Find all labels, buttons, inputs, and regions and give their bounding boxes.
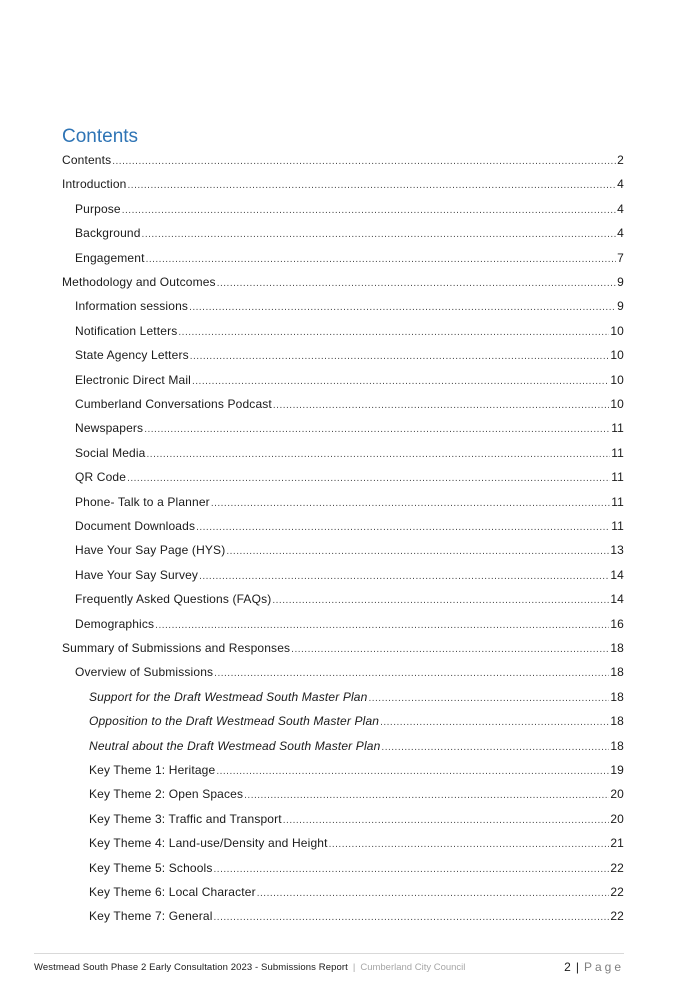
toc-entry-label: Key Theme 5: Schools — [89, 860, 213, 875]
toc-entry[interactable] — [62, 177, 624, 197]
toc-entry-page: 4 — [617, 201, 624, 216]
toc-entry-label: Contents — [62, 153, 112, 167]
toc-dot-leader — [257, 888, 610, 899]
toc-entry-label: Key Theme 1: Heritage — [89, 763, 216, 777]
toc-entry-label: Document Downloads — [75, 519, 196, 533]
toc-entry-label: Electronic Direct Mail — [75, 372, 191, 387]
toc-entry-page: 18 — [610, 714, 624, 729]
footer-page-word: Page — [583, 960, 624, 974]
toc-entry[interactable] — [75, 421, 624, 441]
toc-entry[interactable] — [62, 641, 624, 661]
toc-dot-leader — [192, 376, 609, 387]
toc-entry-label: Opposition to the Draft Westmead South Master Plan — [89, 714, 380, 729]
toc-entry-label: Purpose — [75, 201, 121, 216]
toc-dot-leader — [214, 864, 610, 875]
toc-entry-page: 2 — [617, 153, 624, 167]
toc-dot-leader — [189, 302, 616, 313]
toc-entry-label: Key Theme 7: General — [89, 909, 213, 924]
toc-entry-label: Have Your Say Survey — [75, 567, 199, 582]
toc-entry-page: 4 — [617, 177, 624, 192]
toc-entry-page: 20 — [610, 811, 624, 826]
toc-entry-page: 18 — [610, 641, 624, 655]
toc-dot-leader — [112, 156, 616, 167]
toc-entry-page: 11 — [611, 470, 624, 485]
footer-council-name: Cumberland City Council — [360, 961, 466, 973]
toc-dot-leader — [216, 766, 609, 777]
toc-entry-page: 18 — [610, 738, 624, 753]
toc-entry[interactable] — [89, 787, 624, 807]
footer-report-title: Westmead South Phase 2 Early Consultation 2023 - Submissions Report — [34, 961, 348, 973]
toc-dot-leader — [127, 473, 610, 484]
toc-dot-leader — [380, 717, 609, 728]
toc-dot-leader — [142, 229, 617, 240]
toc-entry[interactable] — [89, 763, 624, 783]
toc-entry-label: Summary of Submissions and Responses — [62, 641, 291, 655]
toc-entry-page: 21 — [610, 836, 624, 851]
toc-dot-leader — [178, 327, 609, 338]
toc-entry[interactable] — [75, 251, 624, 271]
toc-entry-page: 14 — [610, 592, 624, 607]
toc-entry[interactable] — [75, 495, 624, 515]
toc-dot-leader — [368, 693, 609, 704]
toc-entry-label: Cumberland Conversations Podcast — [75, 397, 272, 411]
toc-entry-page: 9 — [617, 275, 624, 289]
toc-entry-label: Key Theme 2: Open Spaces — [89, 787, 244, 802]
toc-entry-page: 19 — [610, 763, 624, 777]
toc-dot-leader — [190, 351, 610, 362]
toc-entry-page: 11 — [611, 519, 624, 533]
footer-page-indicator — [564, 960, 624, 974]
toc-entry[interactable] — [89, 812, 624, 832]
toc-entry[interactable] — [75, 543, 624, 563]
toc-dot-leader — [244, 790, 609, 801]
toc-entry-label: QR Code — [75, 470, 127, 485]
footer-page-number: 2 — [564, 960, 571, 974]
toc-dot-leader — [122, 205, 616, 216]
toc-dot-leader — [147, 449, 611, 460]
toc-entry-page: 11 — [611, 494, 624, 509]
toc-entry-page: 10 — [610, 348, 624, 363]
toc-entry-page: 9 — [617, 299, 624, 314]
toc-entry-page: 22 — [610, 885, 624, 899]
toc-entry[interactable] — [75, 324, 624, 344]
toc-entry-page: 16 — [610, 616, 624, 631]
toc-entry[interactable] — [75, 519, 624, 539]
toc-entry-page: 14 — [610, 567, 624, 582]
toc-entry[interactable] — [62, 153, 624, 173]
toc-entry-page: 7 — [617, 250, 624, 265]
toc-entry[interactable] — [75, 226, 624, 246]
toc-dot-leader — [217, 278, 616, 289]
toc-entry[interactable] — [75, 665, 624, 685]
toc-entry-page: 4 — [617, 226, 624, 241]
toc-dot-leader — [381, 742, 609, 753]
toc-entry-page: 20 — [610, 787, 624, 802]
toc-entry-label: Information sessions — [75, 299, 189, 314]
toc-entry[interactable] — [62, 275, 624, 295]
toc-entry-label: Engagement — [75, 250, 145, 265]
toc-entry-label: State Agency Letters — [75, 348, 189, 363]
toc-dot-leader — [273, 400, 609, 411]
toc-dot-leader — [226, 546, 609, 557]
toc-entry-label: Phone- Talk to a Planner — [75, 494, 210, 509]
toc-entry[interactable] — [89, 885, 624, 905]
toc-entry-page: 10 — [610, 397, 624, 411]
toc-entry[interactable] — [89, 861, 624, 881]
toc-entry-page: 11 — [611, 445, 624, 460]
toc-entry-label: Frequently Asked Questions (FAQs) — [75, 592, 272, 607]
toc-entry[interactable] — [75, 202, 624, 222]
toc-entry-page: 18 — [610, 689, 624, 704]
toc-entry-page: 10 — [610, 372, 624, 387]
toc-dot-leader — [329, 839, 610, 850]
footer-page-bar: | — [575, 960, 579, 974]
footer-separator: | — [352, 961, 356, 973]
toc-entry[interactable] — [89, 714, 624, 734]
toc-entry[interactable] — [89, 739, 624, 759]
toc-entry-label: Have Your Say Page (HYS) — [75, 543, 226, 558]
toc-entry[interactable] — [89, 909, 624, 929]
toc-dot-leader — [283, 815, 610, 826]
toc-entry-label: Notification Letters — [75, 323, 178, 338]
toc-entry-label: Overview of Submissions — [75, 665, 214, 680]
toc-entry-label: Key Theme 6: Local Character — [89, 885, 256, 899]
toc-dot-leader — [272, 595, 609, 606]
toc-entry[interactable] — [75, 373, 624, 393]
toc-entry-label: Introduction — [62, 177, 127, 192]
toc-entry[interactable] — [75, 617, 624, 637]
toc-dot-leader — [214, 668, 609, 679]
toc-entry-page: 18 — [610, 665, 624, 680]
toc-entry-page: 22 — [610, 909, 624, 924]
toc-dot-leader — [146, 254, 617, 265]
toc-dot-leader — [211, 498, 610, 509]
toc-dot-leader — [214, 912, 610, 923]
toc-entry-label: Newspapers — [75, 421, 144, 436]
toc-entry[interactable] — [75, 470, 624, 490]
toc-entry[interactable] — [75, 446, 624, 466]
toc-dot-leader — [155, 620, 609, 631]
toc-entry[interactable] — [75, 348, 624, 368]
toc-entry[interactable] — [75, 299, 624, 319]
toc-entry-page: 22 — [610, 860, 624, 875]
footer-divider — [34, 953, 624, 954]
toc-dot-leader — [128, 180, 617, 191]
toc-entry-label: Methodology and Outcomes — [62, 275, 216, 289]
toc-entry-label: Neutral about the Draft Westmead South Master Plan — [89, 738, 381, 753]
page-title: Contents — [62, 126, 139, 147]
toc-dot-leader — [144, 424, 610, 435]
toc-entry-label: Support for the Draft Westmead South Master Plan — [89, 689, 368, 704]
toc-entry-page: 13 — [610, 543, 624, 558]
toc-entry-label: Key Theme 3: Traffic and Transport — [89, 811, 282, 826]
toc-entry-page: 11 — [611, 421, 624, 436]
toc-entry-label: Key Theme 4: Land-use/Density and Height — [89, 836, 328, 851]
toc-entry-label: Social Media — [75, 445, 146, 460]
toc-entry[interactable] — [75, 592, 624, 612]
toc-entry-label: Background — [75, 226, 141, 241]
toc-entry[interactable] — [89, 690, 624, 710]
toc-dot-leader — [199, 571, 609, 582]
toc-entry[interactable] — [89, 836, 624, 856]
toc-entry[interactable] — [75, 397, 624, 417]
page-footer — [34, 958, 624, 976]
toc-entry[interactable] — [75, 568, 624, 588]
toc-dot-leader — [196, 522, 610, 533]
toc-dot-leader — [291, 644, 609, 655]
toc-entry-page: 10 — [610, 323, 624, 338]
toc-entry-label: Demographics — [75, 616, 155, 631]
